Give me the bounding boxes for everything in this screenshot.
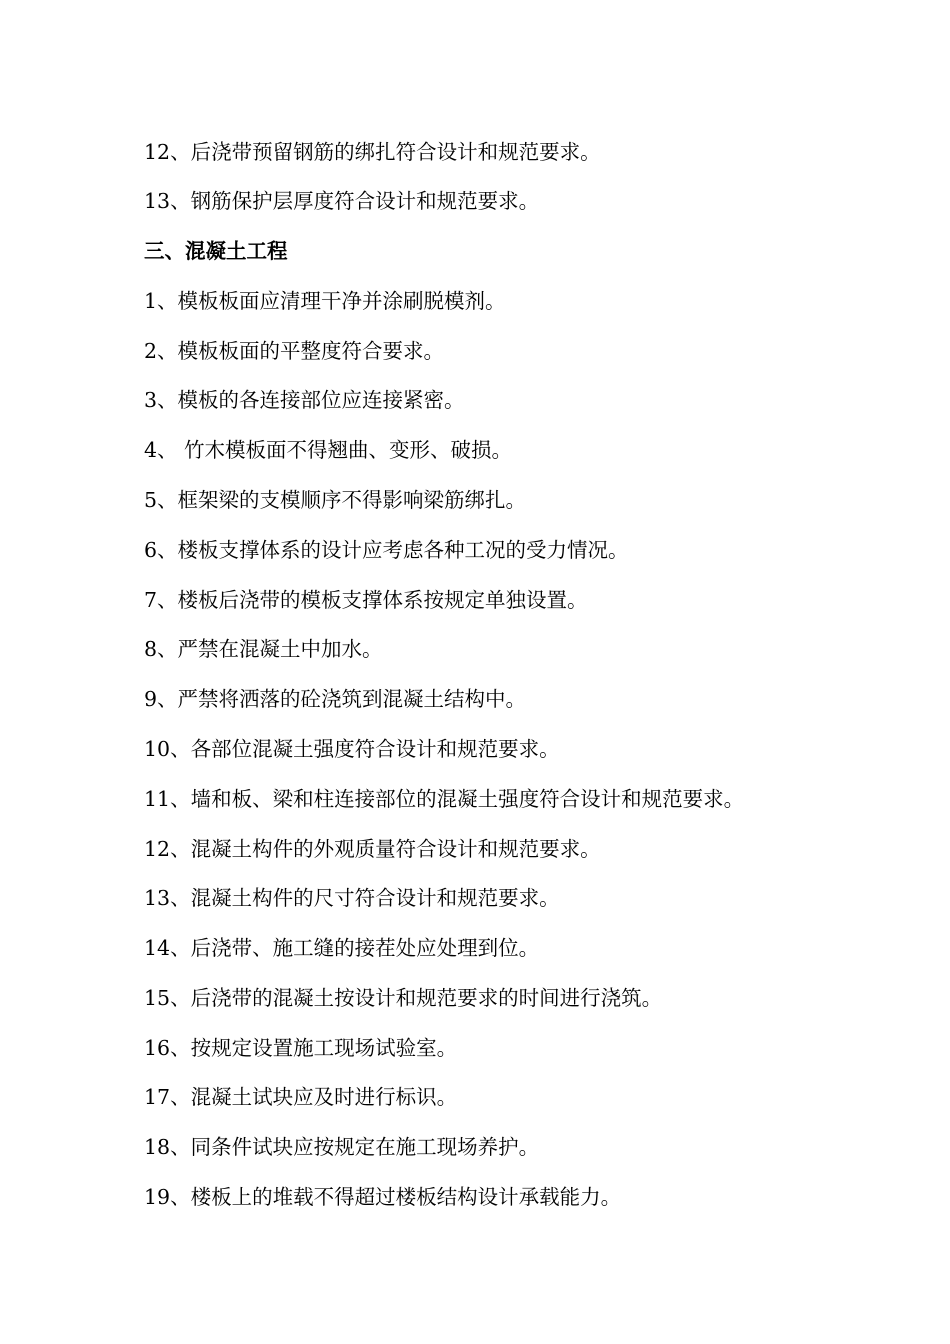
list-item: 8、严禁在混凝土中加水。 [144,637,383,661]
list-item: 12、后浇带预留钢筋的绑扎符合设计和规范要求。 [144,140,601,164]
list-item: 9、严禁将洒落的砼浇筑到混凝土结构中。 [144,687,527,711]
list-item: 11、墙和板、梁和柱连接部位的混凝土强度符合设计和规范要求。 [144,787,745,811]
list-item: 6、楼板支撑体系的设计应考虑各种工况的受力情况。 [144,538,629,562]
list-item: 12、混凝土构件的外观质量符合设计和规范要求。 [144,837,601,861]
list-item: 3、模板的各连接部位应连接紧密。 [144,388,465,412]
list-item: 15、后浇带的混凝土按设计和规范要求的时间进行浇筑。 [144,986,663,1010]
list-item: 2、模板板面的平整度符合要求。 [144,339,445,363]
list-item: 19、楼板上的堆载不得超过楼板结构设计承载能力。 [144,1185,622,1209]
list-item: 13、钢筋保护层厚度符合设计和规范要求。 [144,189,540,213]
list-item: 13、混凝土构件的尺寸符合设计和规范要求。 [144,886,560,910]
list-item: 7、楼板后浇带的模板支撑体系按规定单独设置。 [144,588,588,612]
list-item: 5、框架梁的支模顺序不得影响梁筋绑扎。 [144,488,527,512]
section-heading: 三、混凝土工程 [144,239,288,263]
list-item: 1、模板板面应清理干净并涂刷脱模剂。 [144,289,506,313]
list-item: 17、混凝土试块应及时进行标识。 [144,1085,458,1109]
list-item: 10、各部位混凝土强度符合设计和规范要求。 [144,737,560,761]
list-item: 14、后浇带、施工缝的接茬处应处理到位。 [144,936,540,960]
list-item: 4、 竹木模板面不得翘曲、变形、破损。 [144,438,513,462]
list-item: 18、同条件试块应按规定在施工现场养护。 [144,1135,540,1159]
list-item: 16、按规定设置施工现场试验室。 [144,1036,458,1060]
